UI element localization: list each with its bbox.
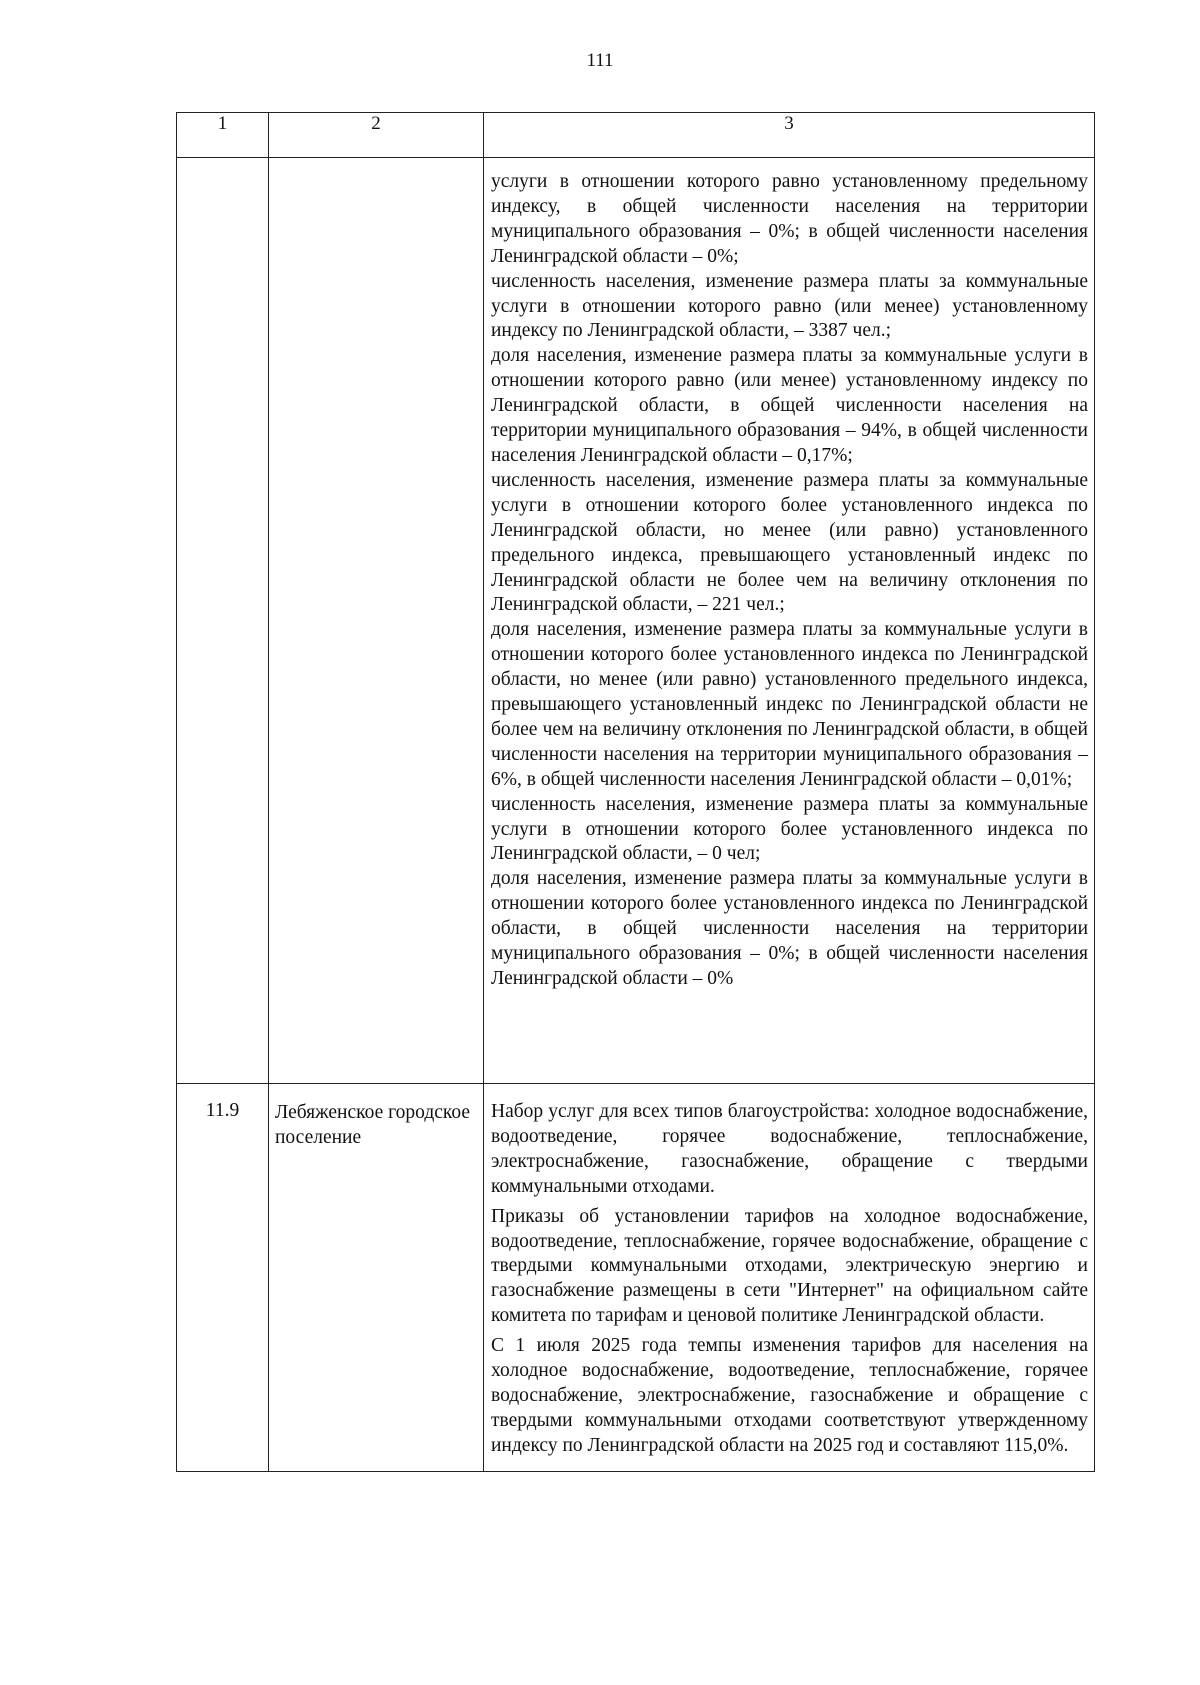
table-row bbox=[177, 158, 1095, 1084]
paragraph: Набор услуг для всех типов благоустройства: холодное водоснабжение, водоотведение, горячее водоснабжение, теплоснабжение, электроснабжение, газоснабжение, обращение с твердыми коммунальными отходами. bbox=[491, 1101, 1088, 1197]
paragraph: численность населения, изменение размера платы за коммунальные услуги в отношении которого равно (или менее) установленному индексу по Ленинградской области, – 3387 чел.; bbox=[491, 270, 1088, 342]
table-row bbox=[177, 1084, 1095, 1472]
description-cell bbox=[484, 1084, 1095, 1472]
paragraph: численность населения, изменение размера платы за коммунальные услуги в отношении которого более установленного индекса по Ленинградской области, – 0 чел; bbox=[491, 793, 1088, 865]
paragraph: услуги в отношении которого равно установленному предельному индексу, в общей численности населения на территории муниципального образования – 0%; в общей численности населения Ленинградской области – 0%; bbox=[491, 171, 1088, 267]
paragraph: доля населения, изменение размера платы за коммунальные услуги в отношении которого равно (или менее) установленному индексу по Ленинградской области, в общей численности населения на территории муниципального образования – 94%, в общей численности населения Ленинградской области – 0,17%; bbox=[491, 345, 1088, 466]
page-number: 111 bbox=[586, 50, 614, 71]
paragraph: доля населения, изменение размера платы за коммунальные услуги в отношении которого более установленного индекса по Ленинградской области, но менее (или равно) установленного предельного индекса, превышающего установленный индекс по Ленинградской области не более чем на величину отклонения по Ленинградской области, в общей численности населения на территории муниципального образования – 6%, в общей численности населения Ленинградской области – 0,01%; bbox=[491, 619, 1088, 790]
column-header-3: 3 bbox=[484, 113, 1095, 158]
paragraph: доля населения, изменение размера платы за коммунальные услуги в отношении которого более установленного индекса по Ленинградской области, в общей численности населения на территории муниципального образования – 0%; в общей численности населения Ленинградской области – 0% bbox=[491, 868, 1088, 989]
paragraph: численность населения, изменение размера платы за коммунальные услуги в отношении которого более установленного индекса по Ленинградской области, но менее (или равно) установленного предельного индекса, превышающего установленный индекс по Ленинградской области не более чем на величину отклонения по Ленинградской области, – 221 чел.; bbox=[491, 469, 1088, 616]
row-number-cell bbox=[177, 158, 269, 1084]
column-header-2: 2 bbox=[269, 113, 484, 158]
paragraph: С 1 июля 2025 года темпы изменения тарифов для населения на холодное водоснабжение, водоотведение, теплоснабжение, горячее водоснабжение, электроснабжение, газоснабжение и обращение с твердыми коммунальными отходами соответствуют утвержденному индексу по Ленинградской области на 2025 год и составляют 115,0%. bbox=[491, 1335, 1088, 1456]
municipality-name-cell bbox=[269, 158, 484, 1084]
document-table bbox=[176, 112, 1095, 1472]
table-header-row bbox=[177, 113, 1095, 158]
column-header-1: 1 bbox=[177, 113, 269, 158]
municipality-name-cell: Лебяженское городское поселение bbox=[269, 1084, 484, 1472]
paragraph: Приказы об установлении тарифов на холодное водоснабжение, водоотведение, теплоснабжение, горячее водоснабжение, обращение с твердыми коммунальными отходами, электрическую энергию и газоснабжение размещены в сети "Интернет" на официальном сайте комитета по тарифам и ценовой политике Ленинградской области. bbox=[491, 1205, 1088, 1327]
row-number-cell: 11.9 bbox=[177, 1084, 269, 1472]
description-cell bbox=[484, 158, 1095, 1084]
